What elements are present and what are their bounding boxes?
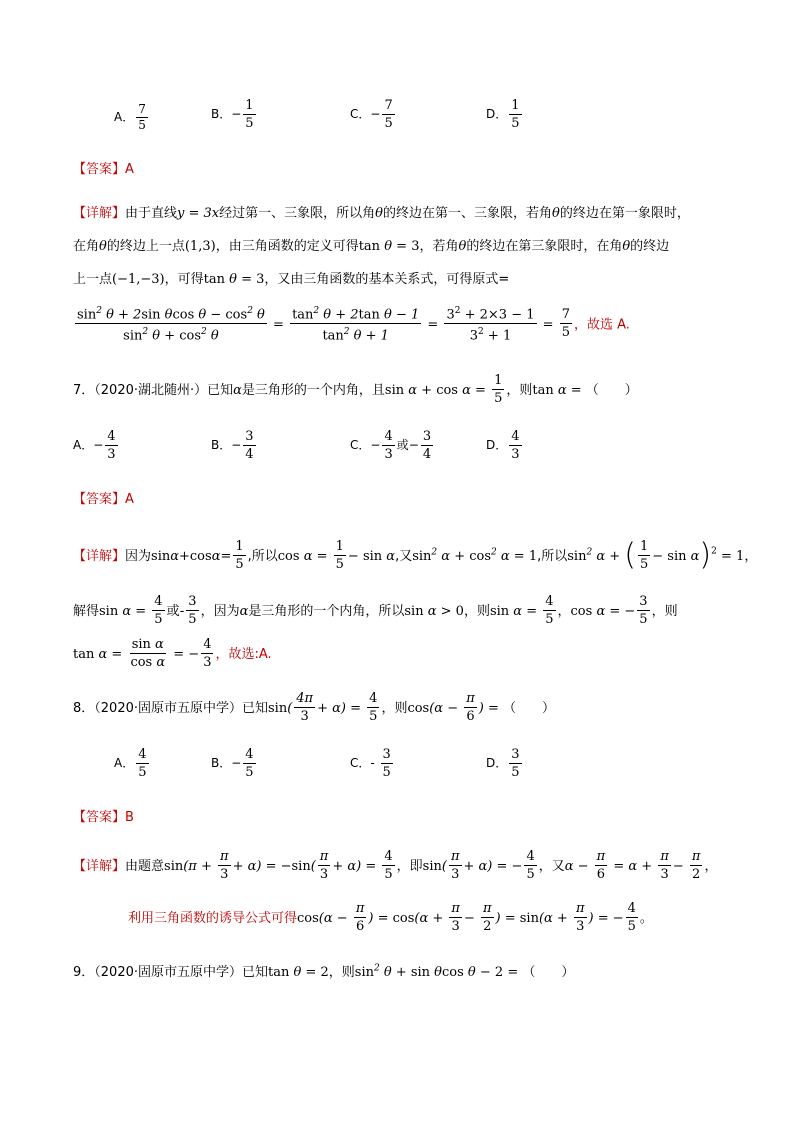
q8-option-d: D． $\frac{3}{5}$ <box>486 747 520 780</box>
q7-option-c: C．− $\frac{4}{3}$ 或− $\frac{3}{4}$ <box>350 429 432 462</box>
q6-answer: 【答案】A <box>73 162 134 177</box>
q7-stem: 7．（2020·湖北随州·）已知α是三角形的一个内角，且sin α + cos α = $\frac{1}{5}$ ，则tan α = （ ） <box>73 373 638 406</box>
q7-option-a: A．− $\frac{4}{3}$ <box>73 429 116 462</box>
q6-detail-line4: $\frac{\sin^2 \theta + 2\sin \theta\cos \theta - \cos^2 \theta}{\sin^2 \theta + \cos^2 \theta}$ = $\frac{\tan^2 \theta + 2\tan \theta - 1}{\tan^2 \theta + 1}$ = $\frac{3^2 + 2\times 3 - 1}{3^2 + 1}$ = $\frac{7}{5}$ ，故选 A. <box>73 303 630 345</box>
q8-detail-line1: 【详解】由题意sin(π + $\frac{\pi}{3}$ + α) = −sin( $\frac{\pi}{3}$ + α) = $\frac{4}{5}$ ，即sin( $\frac{\pi}{3}$ + α) = − $\frac{4}{5}$ ，又α − $\frac{\pi}{6}$ = α + $\frac{\pi}{3}$ − $\frac{\pi}{2}$ ， <box>73 849 718 882</box>
q8-detail-line2: 利用三角函数的诱导公式可得cos(α − $\frac{\pi}{6}$ ) = cos(α + $\frac{\pi}{3}$ − $\frac{\pi}{2}$ ) = sin(α + $\frac{\pi}{3}$ ) = − $\frac{4}{5}$ 。 <box>128 901 653 934</box>
q8-stem: 8．（2020·固原市五原中学）已知sin( $\frac{4\pi}{3}$ + α) = $\frac{4}{5}$ ，则cos(α − $\frac{\pi}{6}$ ) = （ ） <box>73 691 556 724</box>
q8-answer: 【答案】B <box>73 810 134 825</box>
q6-option-b: B．− $\frac{1}{5}$ <box>211 98 254 131</box>
q6-detail-line1: 【详解】由于直线y = 3x经过第一、三象限，所以角θ的终边在第一、三象限，若角θ的终边在第一象限时， <box>73 206 690 221</box>
q8-option-c: C．- $\frac{3}{5}$ <box>350 747 391 780</box>
q6-detail-line3: 上一点(−1,−3)，可得tan θ = 3，又由三角函数的基本关系式，可得原式= <box>73 272 510 287</box>
q7-detail-line2: 解得sin α = $\frac{4}{5}$ 或- $\frac{3}{5}$ ，因为α是三角形的一个内角，所以sin α > 0，则sin α = $\frac{4}{5}$ ，cos α = − $\frac{3}{5}$ ，则 <box>73 594 678 627</box>
q7-detail-line1: 【详解】因为sinα+cosα= $\frac{1}{5}$ ,所以cos α = $\frac{1}{5}$ − sin α,又$\sin^2 \alpha + \cos^2 \alpha = 1$,所以$\sin^2 \alpha$ + ( $\frac{1}{5}$ − sin α)$^2$ = 1， <box>73 537 758 573</box>
q8-option-a: A． $\frac{4}{5}$ <box>114 747 147 780</box>
q7-option-b: B．− $\frac{3}{4}$ <box>211 429 254 462</box>
q7-answer: 【答案】A <box>73 492 134 507</box>
q6-option-c: C．− $\frac{7}{5}$ <box>350 98 393 131</box>
q6-option-a: A． $\frac{7}{5}$ <box>114 102 146 132</box>
q8-option-b: B．− $\frac{4}{5}$ <box>211 747 254 780</box>
q9-stem: 9．（2020·固原市五原中学）已知tan θ = 2，则$\sin^2 \theta + \sin \theta\cos$ θ − 2 = （ ） <box>73 963 575 980</box>
q7-option-d: D． $\frac{4}{3}$ <box>486 429 520 462</box>
q7-detail-line3: tan α = $\frac{\text{sin α}}{\text{cos α}}$ = − $\frac{4}{3}$ ，故选:A. <box>73 637 272 670</box>
q6-detail-line2: 在角θ的终边上一点(1,3)，由三角函数的定义可得tan θ = 3，若角θ的终边在第三象限时，在角θ的终边 <box>73 239 670 254</box>
q6-option-d: D． $\frac{1}{5}$ <box>486 98 520 131</box>
